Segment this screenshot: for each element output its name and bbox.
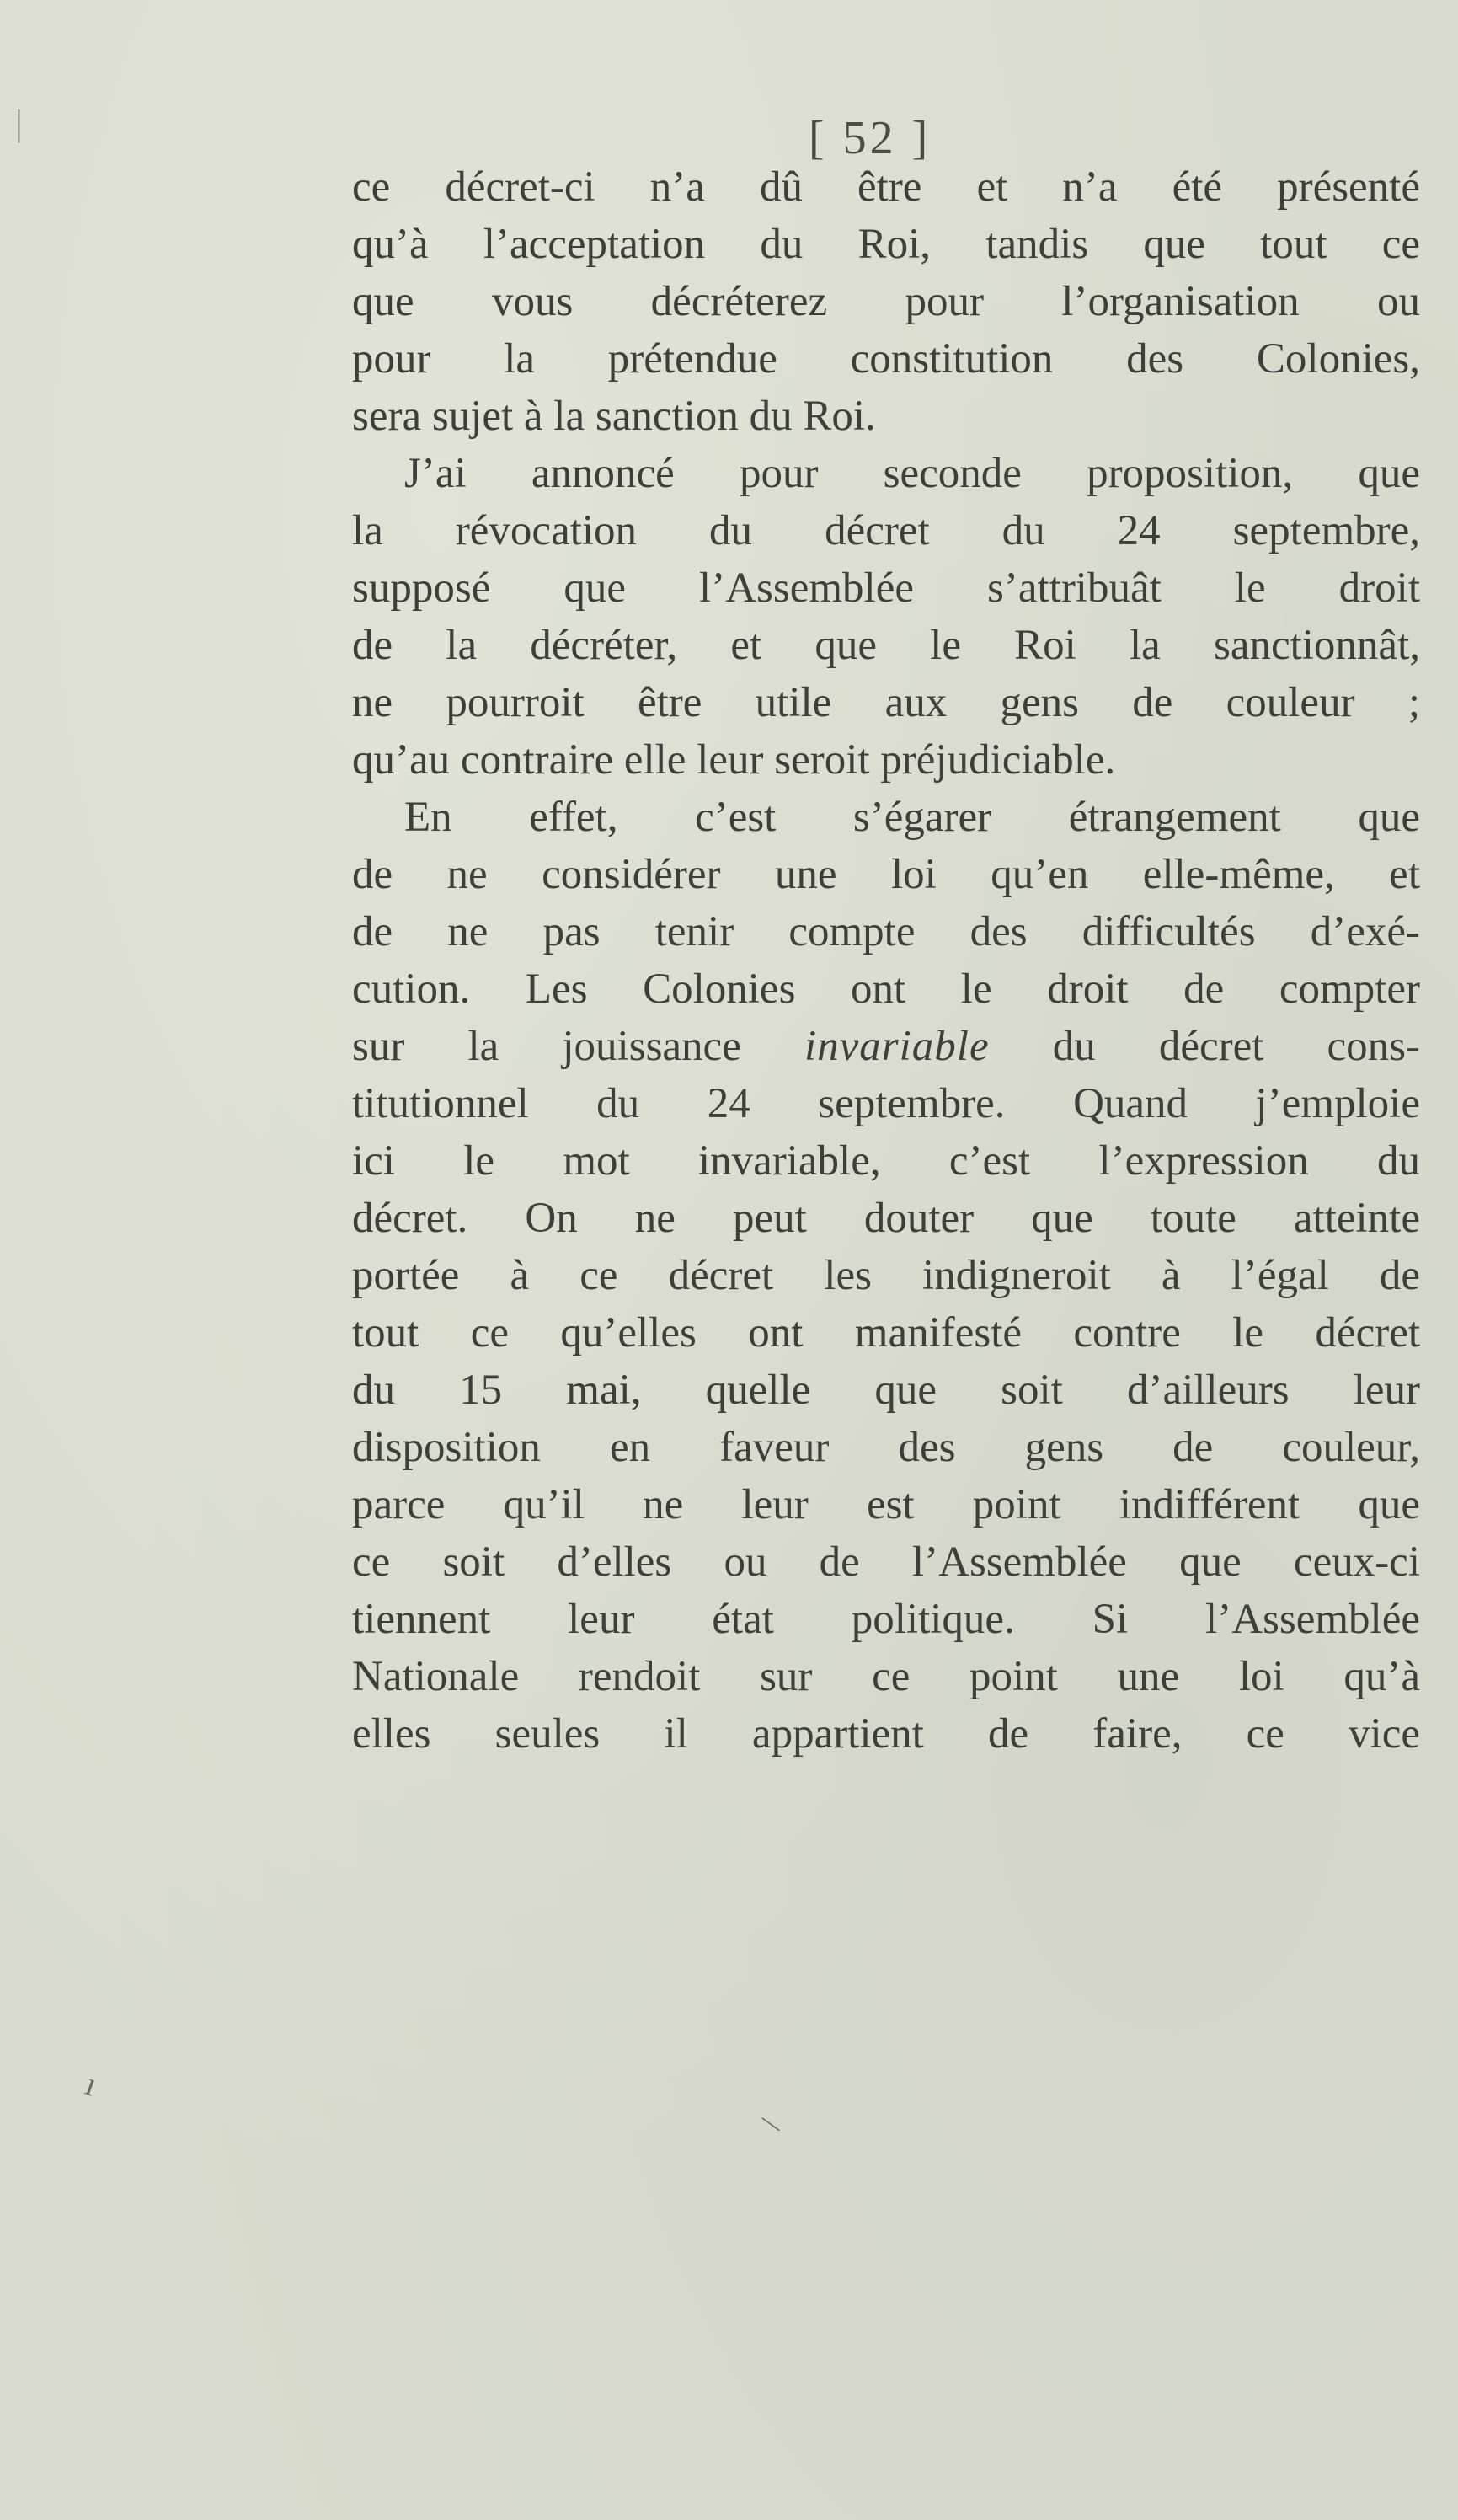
text-line: de la décréter, et que le Roi la sanctionnât, — [352, 622, 1420, 669]
text-line: ce décret-ci n’a dû être et n’a été présenté — [352, 163, 1420, 211]
page-edge-mark: | — [15, 102, 23, 143]
text-line: qu’au contraire elle leur seroit préjudiciable. — [352, 736, 1116, 784]
italic-word: invariable — [804, 1023, 990, 1070]
text-line: pour la prétendue constitution des Colonies, — [352, 335, 1420, 383]
page-number: [ 52 ] — [809, 112, 932, 164]
text-line: cution. Les Colonies ont le droit de compter — [352, 966, 1420, 1013]
text-line: supposé que l’Assemblée s’attribuât le droit — [352, 564, 1420, 612]
text-line: que vous décréterez pour l’organisation ou — [352, 278, 1420, 325]
text-line: ici le mot invariable, c’est l’expression du — [352, 1137, 1420, 1185]
text-line: de ne considérer une loi qu’en elle-même, et — [352, 851, 1420, 898]
text-line: de ne pas tenir compte des difficultés d’exé- — [352, 908, 1420, 955]
text-line: En effet, c’est s’égarer étrangement que — [404, 794, 1420, 841]
text-line: ce soit d’elles ou de l’Assemblée que ceux-ci — [352, 1538, 1420, 1586]
text-fragment: sur la jouissance — [352, 1023, 741, 1070]
text-line: la révocation du décret du 24 septembre, — [352, 507, 1420, 554]
ink-stroke-mark: \ — [757, 2107, 784, 2141]
text-line: disposition en faveur des gens de couleur, — [352, 1424, 1420, 1471]
text-line: tiennent leur état politique. Si l’Assemblée — [352, 1596, 1420, 1643]
text-line: J’ai annoncé pour seconde proposition, que — [404, 450, 1420, 497]
text-line: décret. On ne peut douter que toute atteinte — [352, 1195, 1420, 1242]
text-fragment: du décret cons- — [1052, 1023, 1420, 1070]
ink-speck-mark: ı — [80, 2064, 103, 2104]
text-line: qu’à l’acceptation du Roi, tandis que tout ce — [352, 221, 1420, 268]
text-line: tout ce qu’elles ont manifesté contre le décret — [352, 1309, 1420, 1356]
text-line: titutionnel du 24 septembre. Quand j’emploie — [352, 1080, 1420, 1127]
text-line: elles seules il appartient de faire, ce vice — [352, 1710, 1420, 1758]
text-line: ne pourroit être utile aux gens de couleur ; — [352, 679, 1420, 726]
body-text — [352, 158, 1420, 1763]
text-line: sera sujet à la sanction du Roi. — [352, 393, 876, 440]
text-line-with-italic — [352, 1018, 1420, 1075]
text-line: du 15 mai, quelle que soit d’ailleurs leur — [352, 1367, 1420, 1414]
text-line: portée à ce décret les indigneroit à l’égal de — [352, 1252, 1420, 1299]
text-line: parce qu’il ne leur est point indifférent que — [352, 1481, 1420, 1528]
text-line: Nationale rendoit sur ce point une loi qu’à — [352, 1653, 1420, 1700]
